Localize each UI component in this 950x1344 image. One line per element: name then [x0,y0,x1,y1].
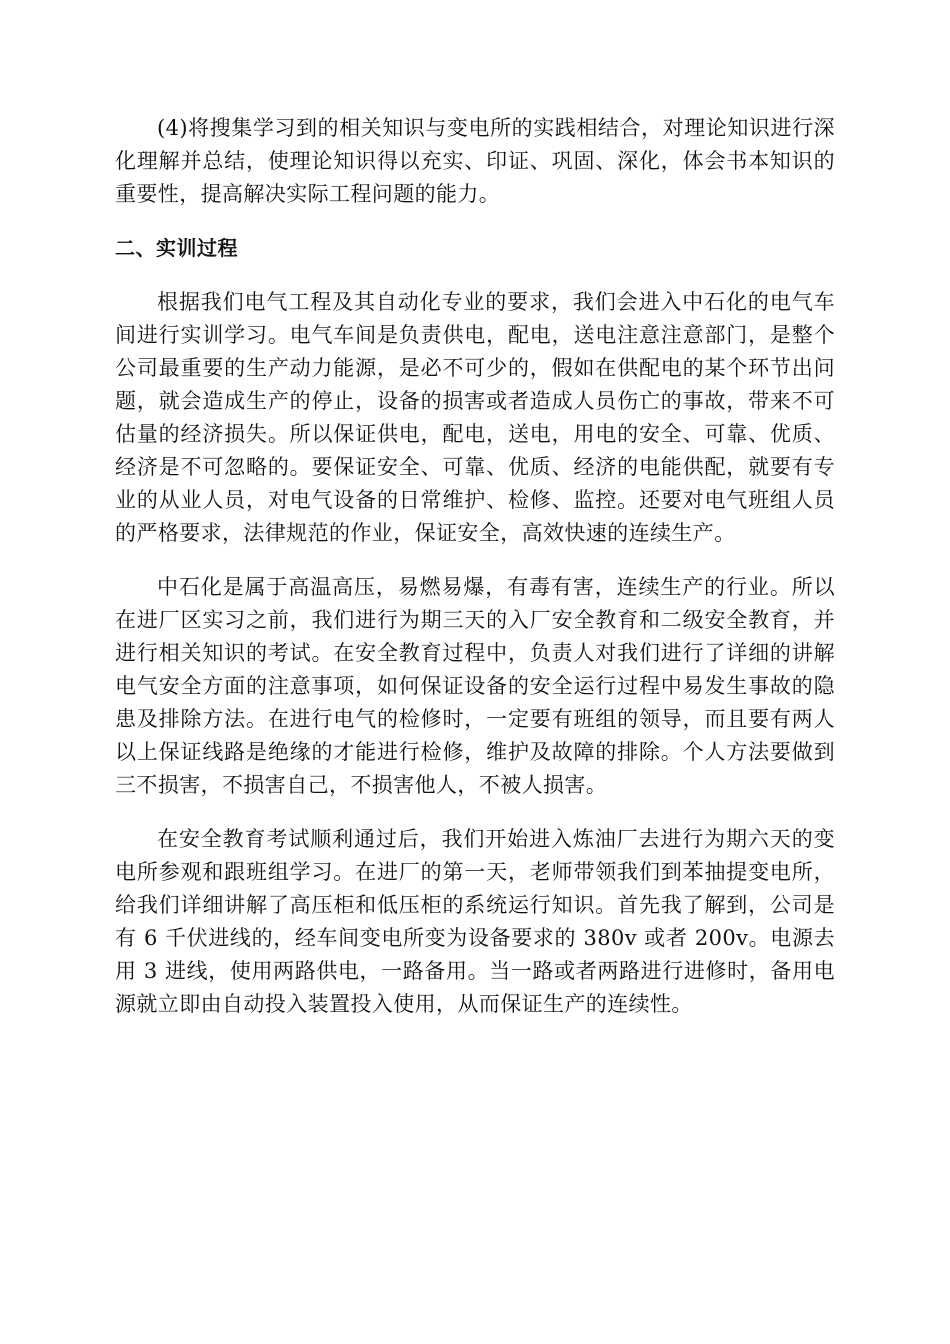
intro-paragraph: (4)将搜集学习到的相关知识与变电所的实践相结合，对理论知识进行深化理解并总结，使理论知识得以充实、印证、巩固、深化，体会书本知识的重要性，提高解决实际工程问题的能力。 [115,116,835,206]
document-page [115,112,835,1021]
body-paragraph: 中石化是属于高温高压，易燃易爆，有毒有害，连续生产的行业。所以在进厂区实习之前，我们进行为期三天的入厂安全教育和二级安全教育，并进行相关知识的考试。在安全教育过程中，负责人对我们进行了详细的讲解电气安全方面的注意事项，如何保证设备的安全运行过程中易发生事故的隐患及排除方法。在进行电气的检修时，一定要有班组的领导，而且要有两人以上保证线路是绝缘的才能进行检修，维护及故障的排除。个人方法要做到三不损害，不损害自己，不损害他人，不被人损害。 [115,575,835,797]
section-heading: 二、实训过程 [115,236,238,260]
body-paragraph: 在安全教育考试顺利通过后，我们开始进入炼油厂去进行为期六天的变电所参观和跟班组学习。在进厂的第一天，老师带领我们到苯抽提变电所，给我们详细讲解了高压柜和低压柜的系统运行知识。首先我了解到，公司是有 6 千伏进线的，经车间变电所变为设备要求的 380v 或者 200v。电源去用 3 进线，使用两路供电，一路备用。当一路或者两路进行进修时，备用电源就立即由自动投入装置投入使用，从而保证生产的连续性。 [115,827,835,1016]
body-paragraph: 根据我们电气工程及其自动化专业的要求，我们会进入中石化的电气车间进行实训学习。电气车间是负责供电，配电，送电注意注意部门，是整个公司最重要的生产动力能源，是必不可少的，假如在供配电的某个环节出问题，就会造成生产的停止，设备的损害或者造成人员伤亡的事故，带来不可估量的经济损失。所以保证供电，配电，送电，用电的安全、可靠、优质、经济是不可忽略的。要保证安全、可靠、优质、经济的电能供配，就要有专业的从业人员，对电气设备的日常维护、检修、监控。还要对电气班组人员的严格要求，法律规范的作业，保证安全，高效快速的连续生产。 [115,290,835,545]
